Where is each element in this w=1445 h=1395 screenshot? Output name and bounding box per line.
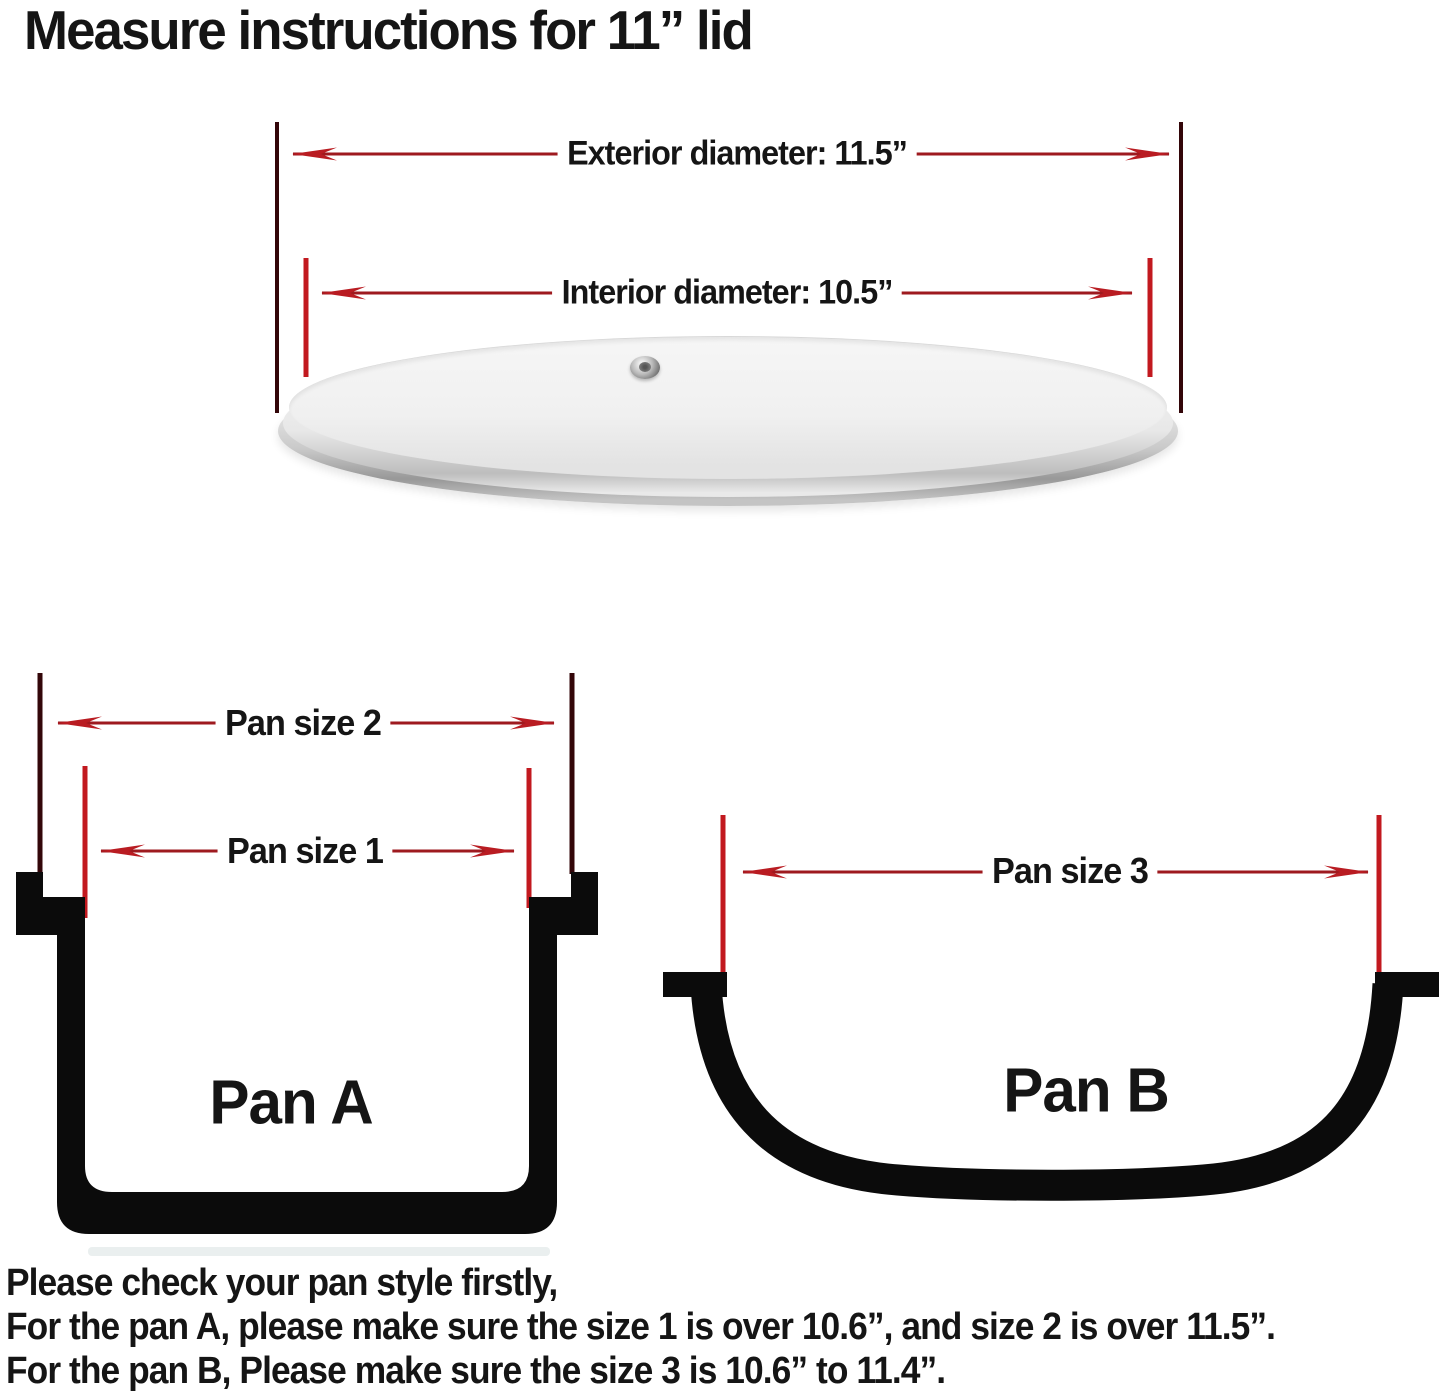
pan-size3-label: Pan size 3: [983, 850, 1158, 892]
pan-size1-label: Pan size 1: [218, 830, 393, 872]
instructions-text: [6, 1261, 1371, 1393]
pan-a-shadow-smudge: [88, 1247, 550, 1256]
pan-b-name: Pan B: [1003, 1056, 1169, 1126]
page-title: Measure instructions for 11” lid: [24, 0, 752, 61]
instructions-line-3: For the pan B, Please make sure the size 3 is 10.6” to 11.4”.: [6, 1350, 946, 1392]
pan-size2-label: Pan size 2: [216, 702, 391, 744]
pan-b-rim-tab-left: [663, 972, 727, 997]
instructions-line-2: For the pan A, please make sure the size 1 is over 10.6”, and size 2 is over 11.5”.: [6, 1306, 1275, 1348]
pan-a-name: Pan A: [209, 1068, 373, 1138]
interior-diameter-label: Interior diameter: 10.5”: [552, 274, 902, 313]
instructions-line-1: Please check your pan style firstly,: [6, 1262, 558, 1304]
exterior-diameter-label: Exterior diameter: 11.5”: [558, 135, 917, 174]
pan-a-shape: [16, 872, 598, 1234]
pan-b-rim-tab-right: [1375, 972, 1439, 997]
